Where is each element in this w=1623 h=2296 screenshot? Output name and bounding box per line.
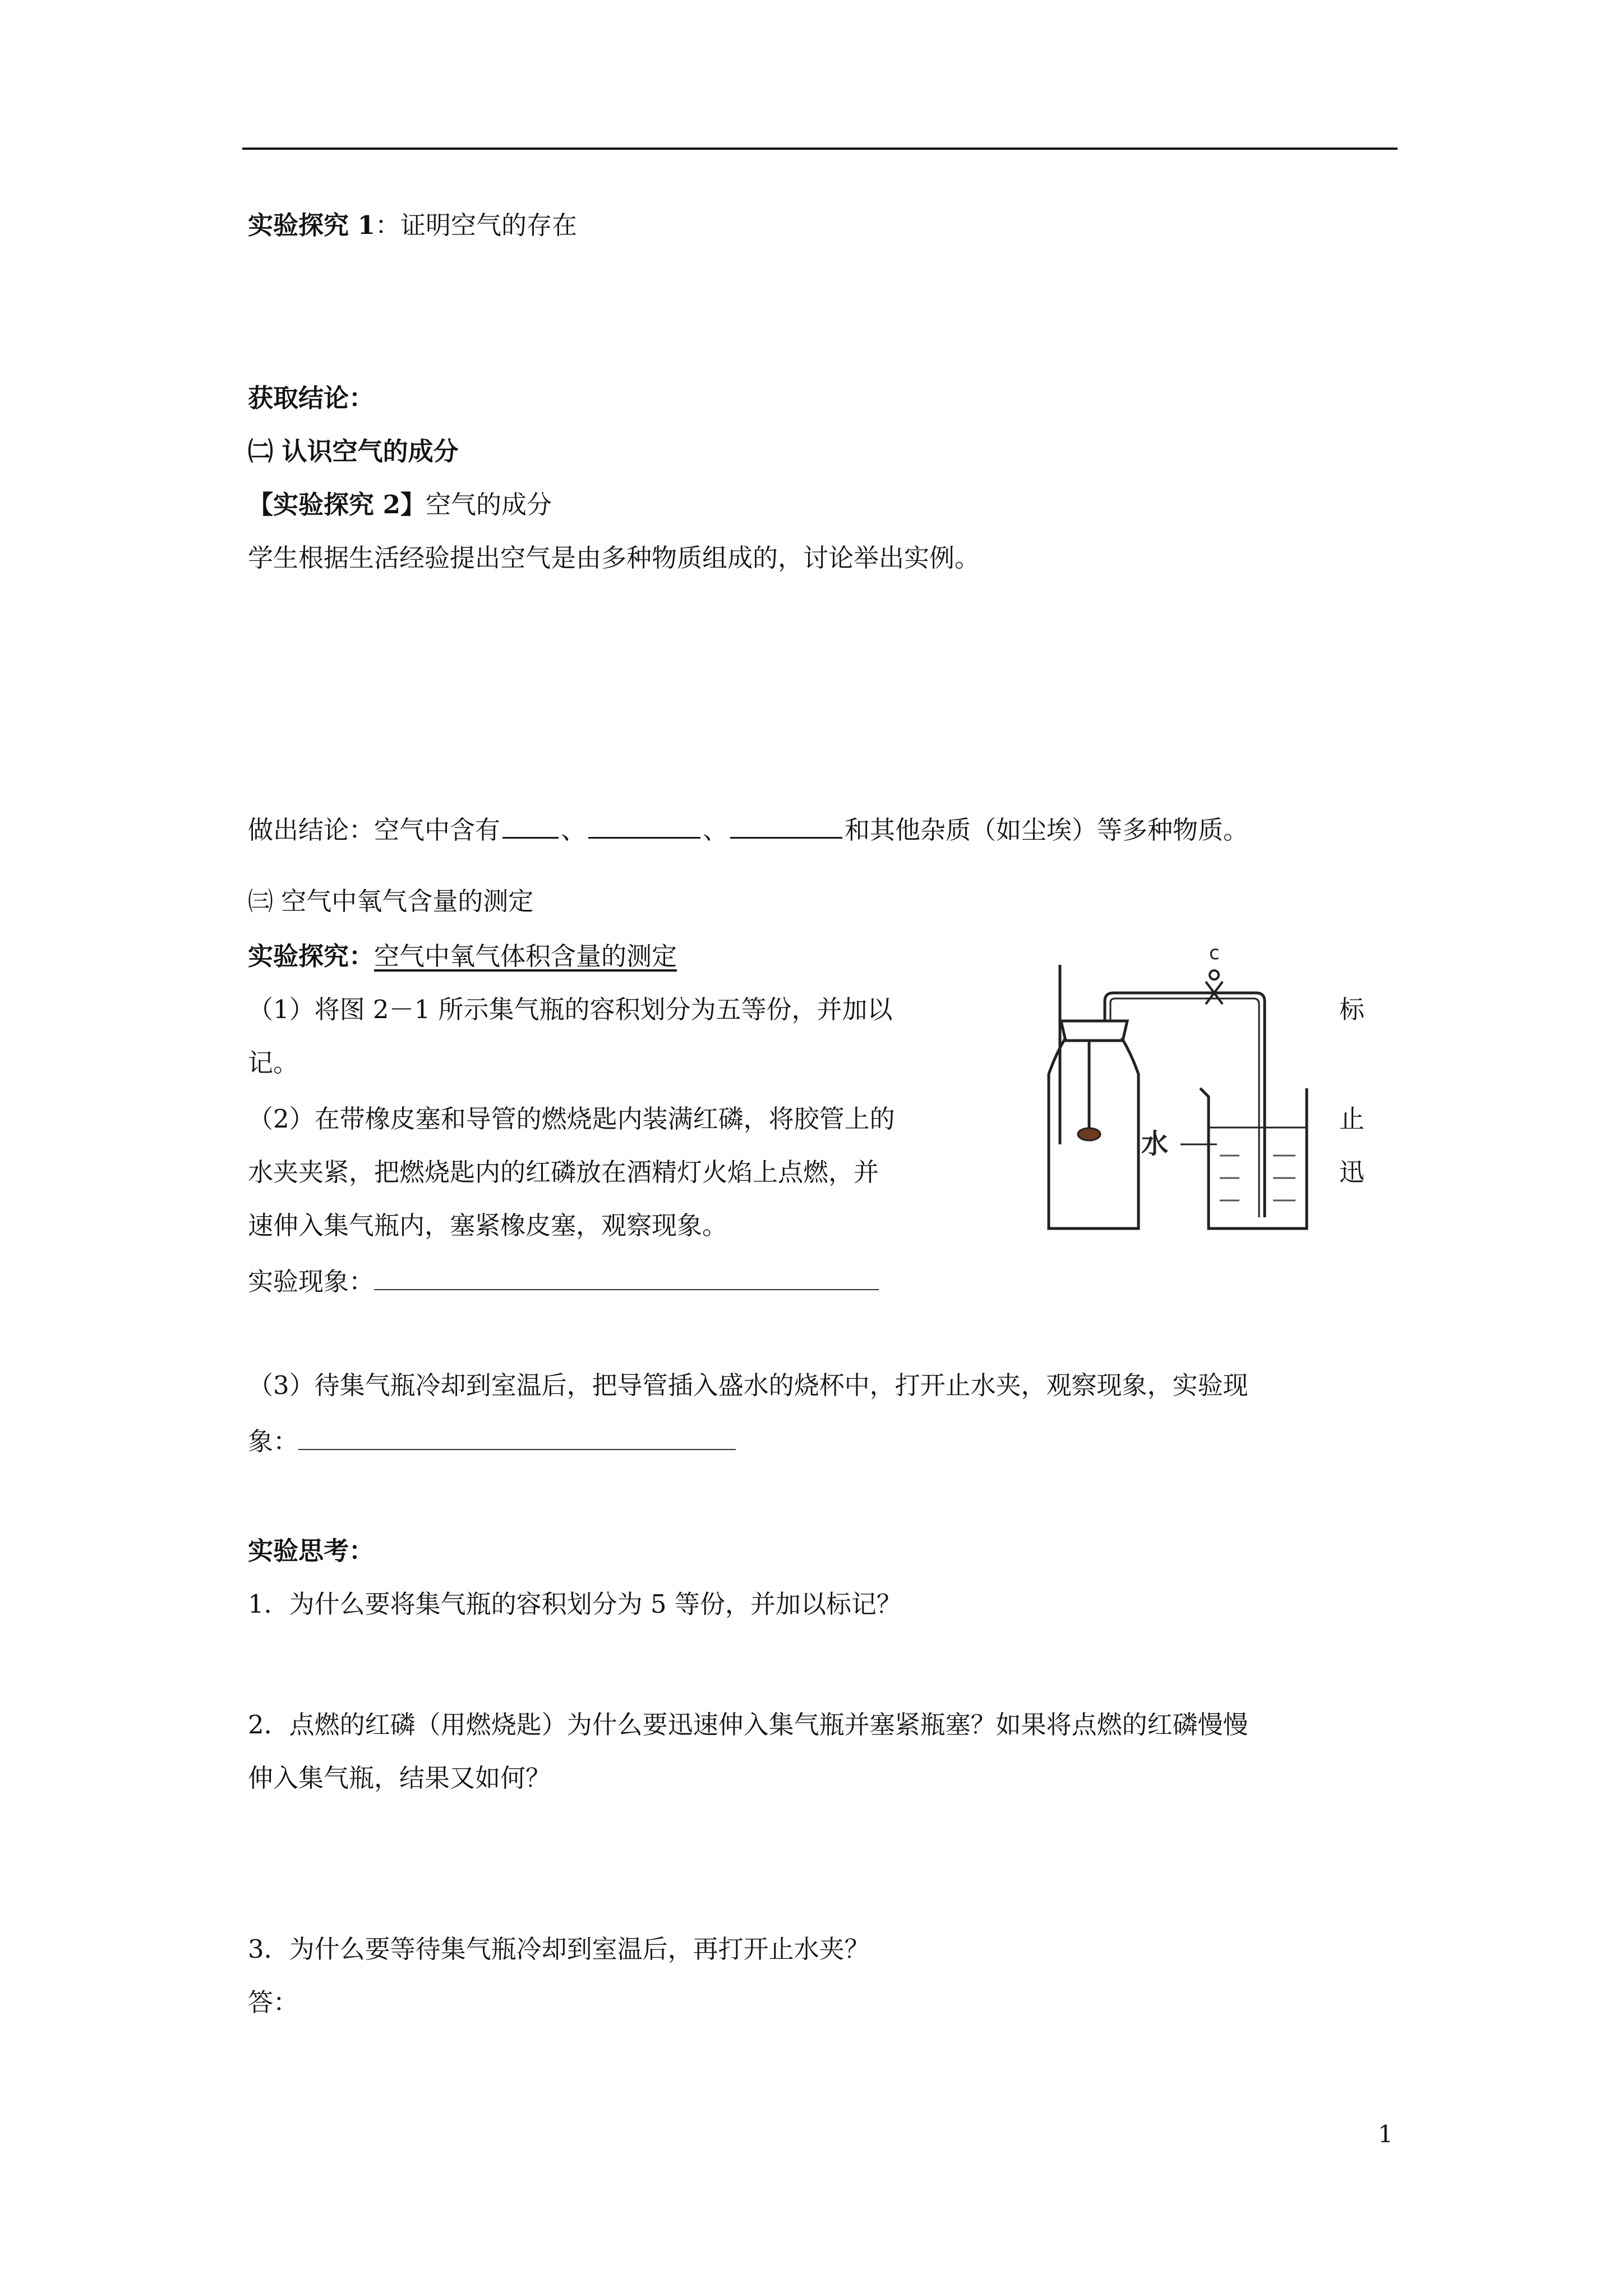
step1-main: （1）将图 2－1 所示集气瓶的容积划分为五等份，并加以 (248, 995, 893, 1024)
step2-line1: （2）在带橡皮塞和导管的燃烧匙内装满红磷，将胶管上的 (248, 1104, 895, 1134)
phenomenon-line (248, 1265, 879, 1299)
water-label: 水 (1141, 1128, 1169, 1159)
beaker (1200, 1088, 1307, 1228)
water-hatching (1220, 1156, 1295, 1200)
step1-cont: 记。 (248, 1048, 299, 1078)
step3-line2 (248, 1425, 736, 1458)
exp3-title: 空气中氧气体积含量的测定 (374, 941, 677, 971)
question-3: 3．为什么要等待集气瓶冷却到室温后，再打开止水夹？ (248, 1934, 870, 1964)
blank-3[interactable] (730, 815, 842, 839)
question-2-line2: 伸入集气瓶，结果又如何？ (248, 1763, 551, 1793)
step2-end2: 迅 (1339, 1157, 1365, 1187)
make-conclusion-suffix: 和其他杂质（如尘埃）等多种物质。 (845, 815, 1249, 845)
student-text: 学生根据生活经验提出空气是由多种物质组成的，讨论举出实例。 (248, 543, 980, 573)
phenomenon-label: 实验现象： (248, 1267, 375, 1296)
section3-title: ㈢ 空气中氧气含量的测定 (248, 886, 534, 916)
red-phosphorus (1078, 1128, 1100, 1140)
make-conclusion-sep2: 、 (703, 815, 728, 845)
step2-line2: 水夹夹紧，把燃烧匙内的红磷放在酒精灯火焰上点燃，并 (248, 1157, 879, 1187)
blank-1[interactable] (502, 815, 559, 839)
phenomenon-blank[interactable] (374, 1267, 879, 1290)
delivery-tube-inner (1110, 999, 1259, 1217)
step1-end: 标 (1339, 995, 1365, 1024)
exp2-line (248, 488, 552, 522)
thinking-label: 实验思考： (248, 1536, 375, 1566)
step2-line3: 速伸入集气瓶内，塞紧橡皮塞，观察现象。 (248, 1211, 728, 1240)
question-2-line1: 2．点燃的红磷（用燃烧匙）为什么要迅速伸入集气瓶并塞紧瓶塞？如果将点燃的红磷慢慢 (248, 1710, 1248, 1740)
exp1-text: ：证明空气的存在 (375, 210, 577, 240)
section2-title: ㈡ 认识空气的成分 (248, 436, 459, 466)
make-conclusion-sep1: 、 (561, 815, 587, 845)
make-conclusion-prefix: 做出结论：空气中含有 (248, 815, 501, 845)
apparatus-figure (1026, 937, 1318, 1245)
step3-label: 象： (248, 1427, 299, 1456)
answer-label: 答： (248, 1987, 299, 2017)
delivery-tube (1105, 993, 1265, 1217)
exp2-label: 【实验探究 2】 (248, 490, 426, 519)
exp2-text: 空气的成分 (425, 490, 552, 519)
page-number: 1 (1378, 2120, 1393, 2148)
blank-2[interactable] (588, 815, 700, 839)
exp1-line (248, 209, 577, 242)
conclusion-label: 获取结论： (248, 383, 375, 413)
make-conclusion-line (248, 813, 1248, 847)
clamp-label: c (1209, 942, 1220, 964)
header-rule (242, 148, 1398, 150)
exp1-label: 实验探究 1 (248, 210, 375, 240)
question-1: 1．为什么要将集气瓶的容积划分为 5 等份，并加以标记？ (248, 1589, 902, 1619)
step3-line1: （3）待集气瓶冷却到室温后，把导管插入盛水的烧杯中，打开止水夹，观察现象，实验现 (248, 1370, 1248, 1400)
exp3-label: 实验探究： (248, 941, 375, 971)
step3-blank[interactable] (298, 1427, 736, 1450)
exp3-line (248, 940, 677, 973)
step2-end1: 止 (1339, 1104, 1365, 1134)
rubber-stopper (1061, 1021, 1127, 1041)
